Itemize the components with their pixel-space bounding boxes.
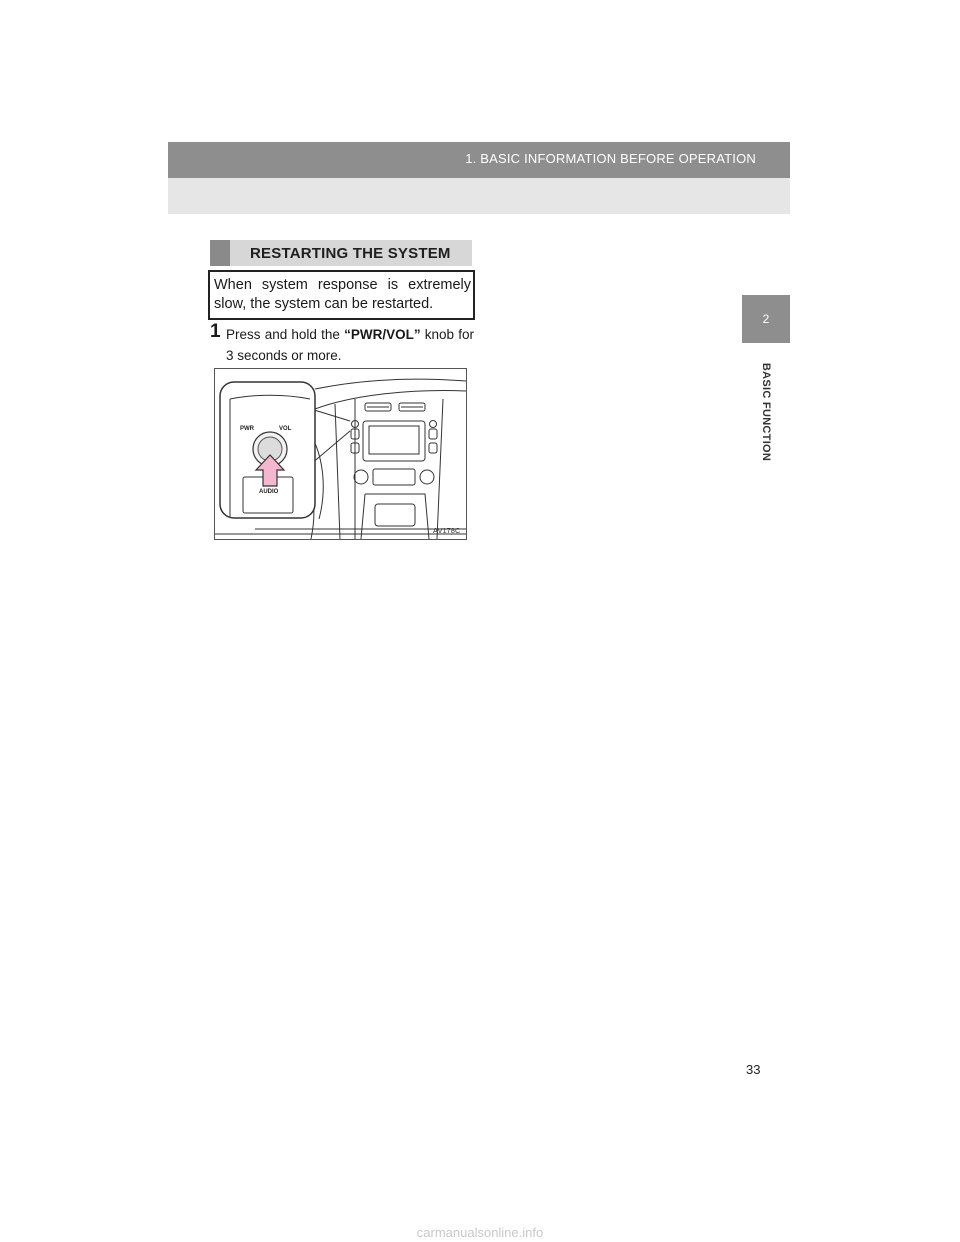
info-box: When system response is extremely slow, the system can be restarted. [208,270,475,320]
chapter-tab-number: 2 [742,295,790,343]
step-text-after: knob for 3 seconds or more. [226,327,475,363]
chapter-title: 1. BASIC INFORMATION BEFORE OPERATION [465,151,756,166]
step-1 [210,321,475,366]
section-heading [210,240,472,266]
header-subbar [168,178,790,214]
chapter-tab-label: BASIC FUNCTION [760,362,772,462]
step-text-knob: “PWR/VOL” [344,327,421,342]
section-heading-text: RESTARTING THE SYSTEM [250,244,451,262]
dashboard-illustration [214,368,467,540]
page-number: 33 [746,1062,761,1077]
header-bar [168,142,790,178]
watermark: carmanualsonline.info [0,1225,960,1242]
step-text [226,324,474,366]
heading-marker [210,240,230,266]
step-text-before: Press and hold the [226,327,345,342]
figure-code: AV178C [433,526,461,535]
audio-label: AUDIO [259,489,279,495]
step-number: 1 [210,321,221,342]
vol-label: VOL [279,426,292,432]
pwr-label: PWR [240,426,254,432]
